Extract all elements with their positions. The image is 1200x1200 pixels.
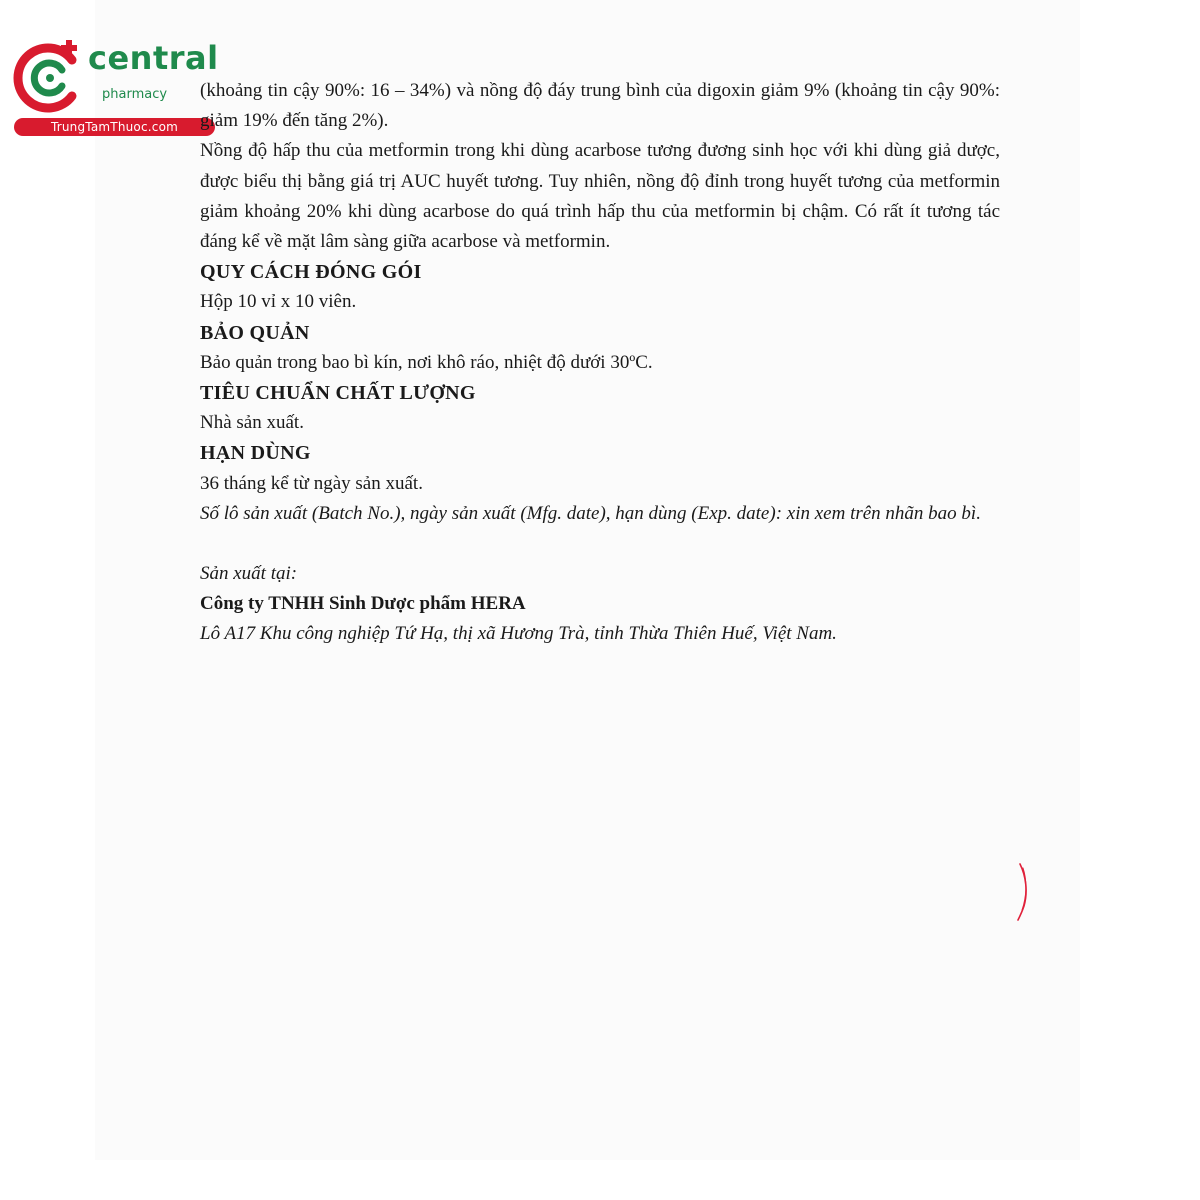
storage-text: Bảo quản trong bao bì kín, nơi khô ráo, nhiệt độ dưới 30ºC.: [200, 351, 653, 373]
heading-storage: BẢO QUẢN: [200, 321, 310, 344]
red-pen-mark: [1012, 862, 1032, 922]
pharmacy-logo[interactable]: [10, 38, 219, 138]
batch-note: Số lô sản xuất (Batch No.), ngày sản xuất (Mfg. date), hạn dùng (Exp. date): xin xem trên nhãn bao bì.: [200, 502, 981, 524]
expiry-text: 36 tháng kể từ ngày sản xuất.: [200, 472, 423, 494]
paragraph-metformin: Nồng độ hấp thu của metformin trong khi dùng acarbose tương đương sinh học với khi dùng giả dược, được biểu thị bằng giá trị AUC huyết tương. Tuy nhiên, nồng độ đỉnh trong huyết tương của metformin giảm khoảng 20% khi dùng acarbose do quá trình hấp thu của metformin bị chậm. Có rất ít tương tác đáng kể về mặt lâm sàng giữa acarbose và metformin.: [200, 140, 1000, 253]
quality-standard-text: Nhà sản xuất.: [200, 412, 304, 434]
made-at-label: Sản xuất tại:: [200, 563, 298, 585]
logo-brand: central: [88, 39, 219, 77]
heading-quality-standard: TIÊU CHUẨN CHẤT LƯỢNG: [200, 382, 476, 405]
logo-subtitle: pharmacy: [102, 87, 168, 102]
paragraph-digoxin: (khoảng tin cậy 90%: 16 – 34%) và nồng độ đáy trung bình của digoxin giảm 9% (khoảng tin cậy 90%: giảm 19% đến tăng 2%).: [200, 80, 1000, 132]
manufacturer-name: Công ty TNHH Sinh Dược phẩm HERA: [200, 593, 526, 615]
packaging-text: Hộp 10 vỉ x 10 viên.: [200, 291, 357, 313]
logo-banner[interactable]: TrungTamThuoc.com: [14, 118, 215, 136]
spacer: [200, 529, 1000, 559]
logo-icon: [10, 38, 90, 118]
document-body: [200, 76, 1000, 650]
manufacturer-address: Lô A17 Khu công nghiệp Tứ Hạ, thị xã Hương Trà, tỉnh Thừa Thiên Huế, Việt Nam.: [200, 623, 837, 645]
heading-packaging: QUY CÁCH ĐÓNG GÓI: [200, 261, 422, 284]
heading-expiry: HẠN DÙNG: [200, 442, 311, 465]
